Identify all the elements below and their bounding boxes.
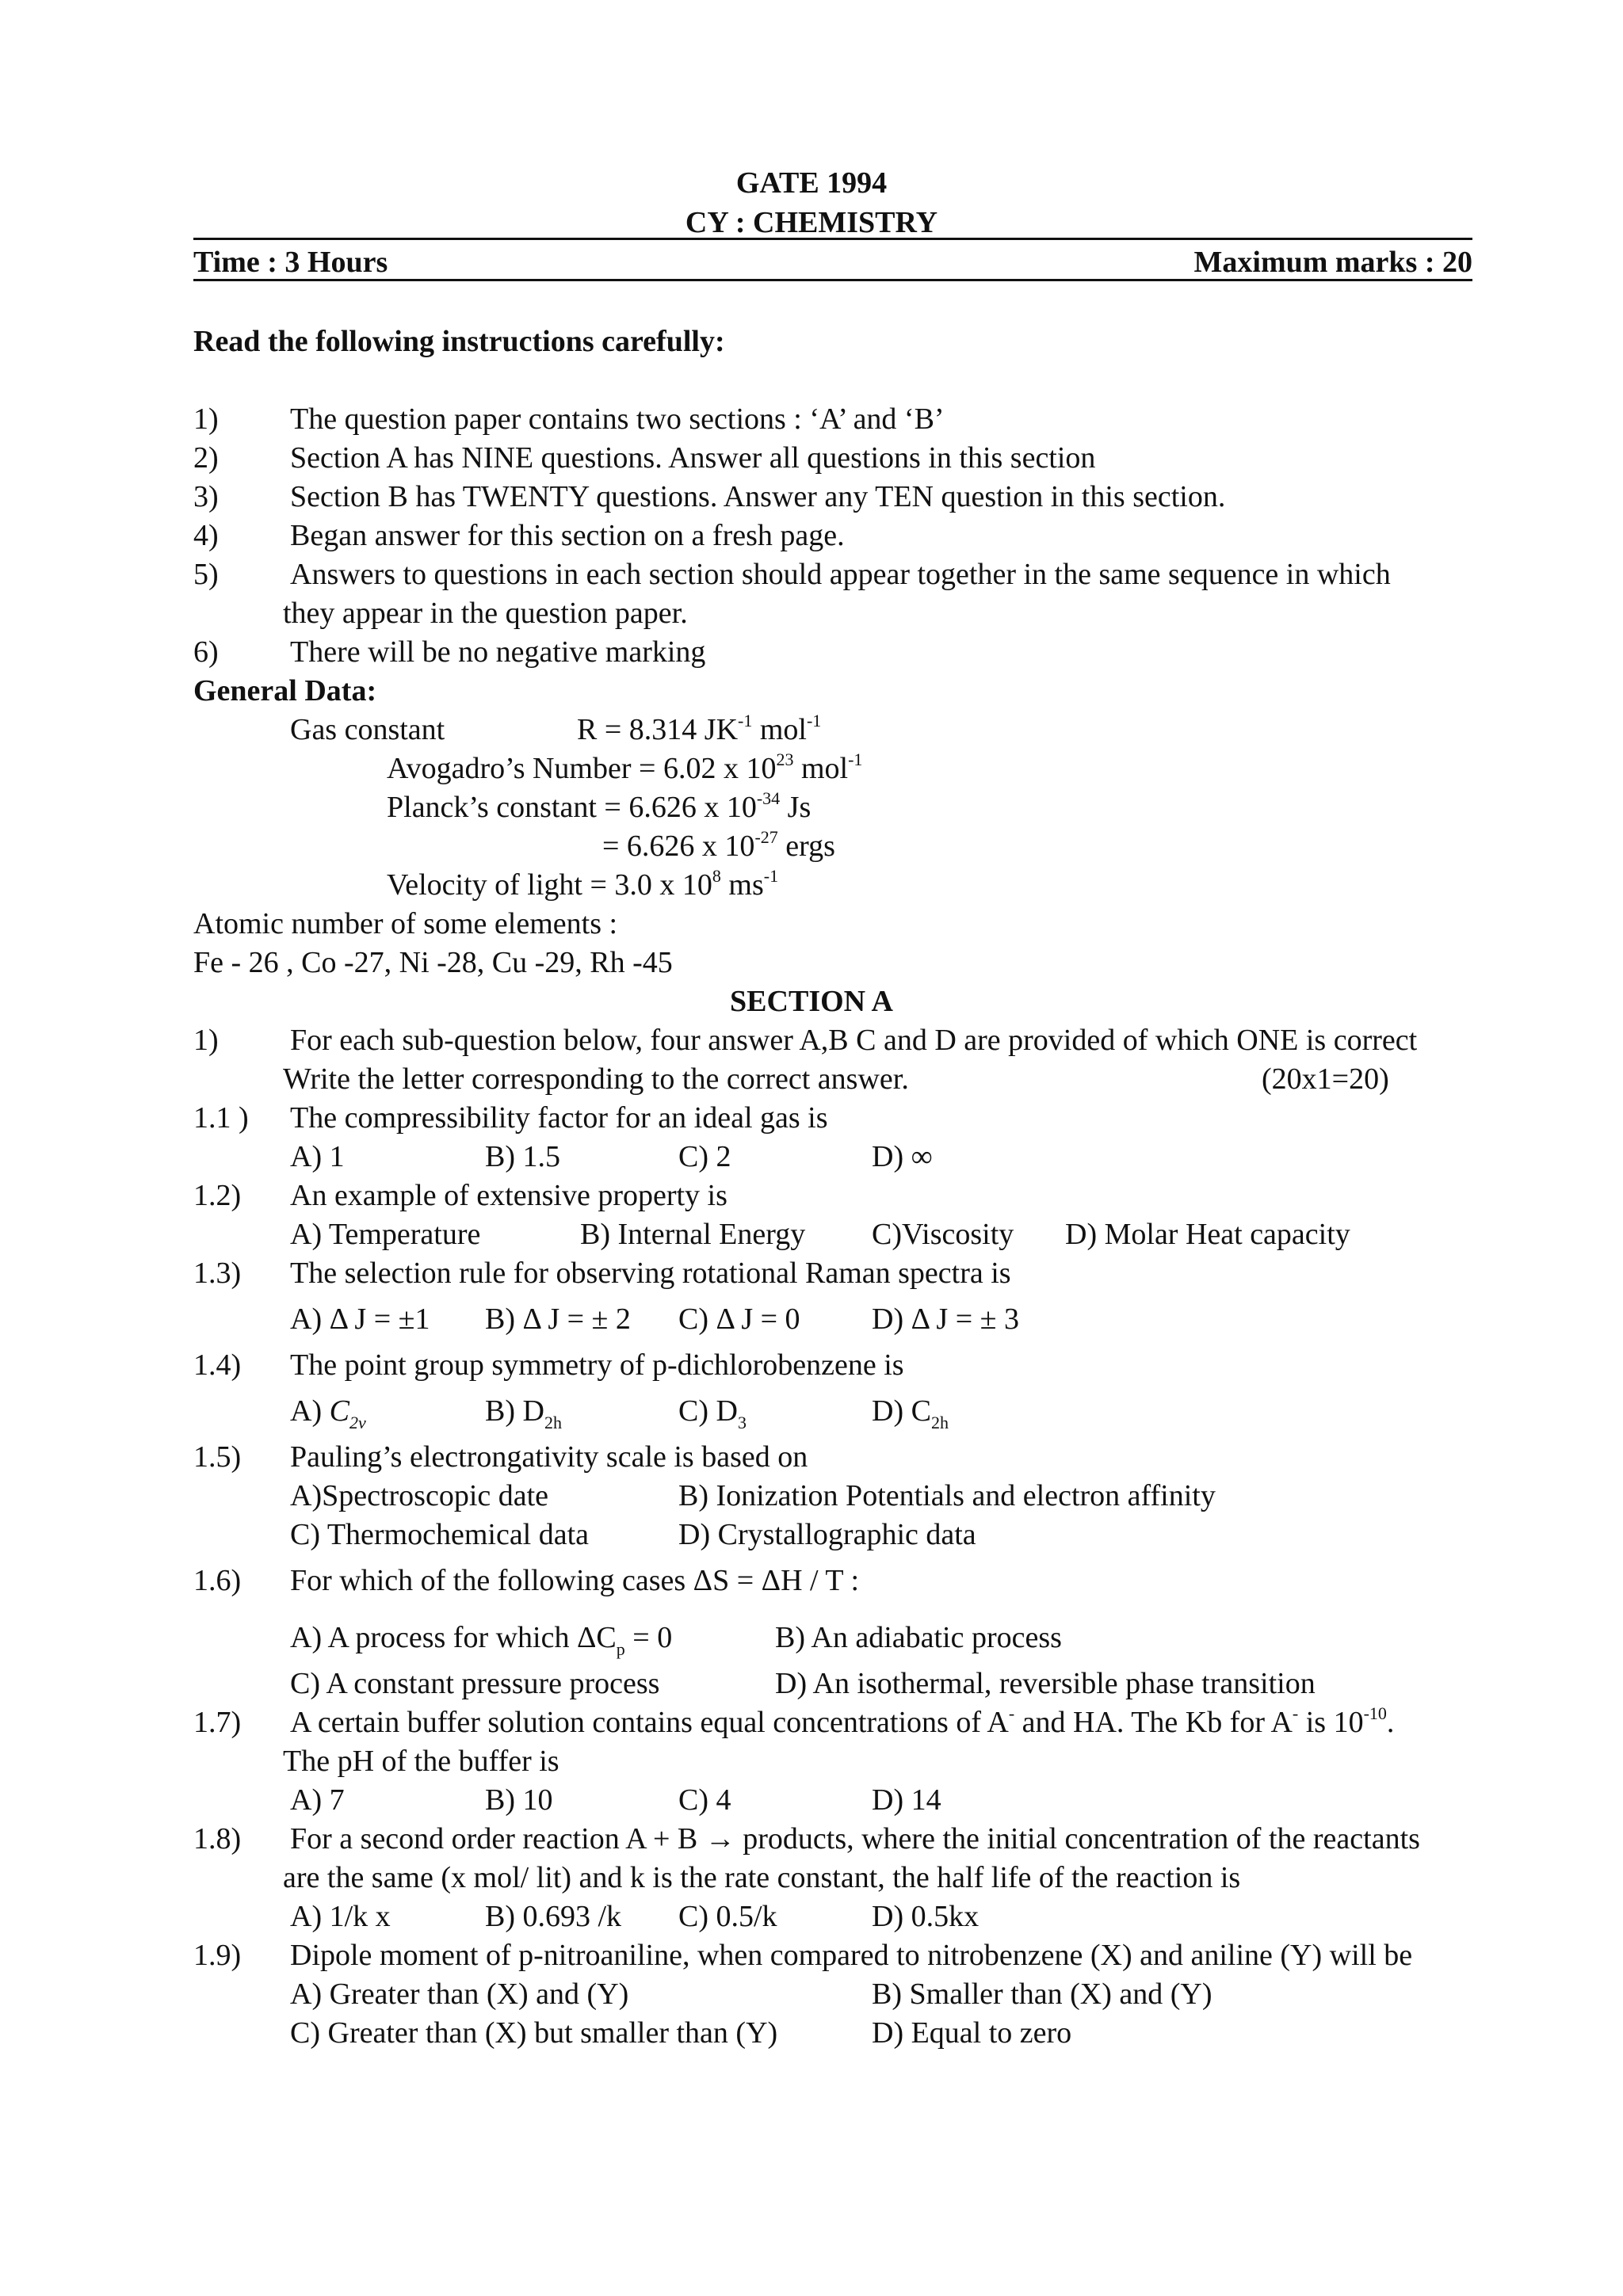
instruction-text-cont: they appear in the question paper. (283, 597, 688, 630)
option-b: B) Internal Energy (580, 1218, 806, 1251)
instruction-text: There will be no negative marking (290, 635, 706, 669)
question-text: For a second order reaction A + B → products, where the initial concentration of the reactants (290, 1822, 1420, 1855)
option-a: A) Greater than (X) and (Y) (290, 1978, 629, 2011)
option-a: A) Δ J = ±1 (290, 1302, 430, 1336)
instruction-text: Began answer for this section on a fresh page. (290, 519, 845, 552)
time-label: Time : 3 Hours (193, 246, 388, 279)
question-number: 1.5) (193, 1440, 242, 1474)
section-a-title: SECTION A (730, 985, 893, 1018)
instruction-text: Section A has NINE questions. Answer all questions in this section (290, 441, 1096, 475)
option-c: C) A constant pressure process (290, 1667, 660, 1700)
question-number: 1.4) (193, 1348, 242, 1382)
paper-title: CY : CHEMISTRY (685, 206, 938, 239)
planck-constant-ergs: = 6.626 x $10^{-27}$ ergs (602, 827, 835, 863)
option-b: B) $D_{2h}$ (485, 1394, 562, 1432)
question-text: Dipole moment of p-nitroaniline, when compared to nitrobenzene (X) and aniline (Y) will be (290, 1939, 1413, 1972)
question-text-cont: are the same (x mol/ lit) and k is the rate constant, the half life of the reaction is (283, 1861, 1241, 1894)
instruction-num: 6) (193, 635, 219, 669)
option-b: B) 0.693 /k (485, 1900, 622, 1933)
question-text: The compressibility factor for an ideal gas is (290, 1101, 828, 1135)
exam-title: GATE 1994 (735, 166, 888, 200)
question-text: Pauling’s electrongativity scale is based on (290, 1440, 808, 1474)
option-c: C) 0.5/k (678, 1900, 777, 1933)
option-d: D) 14 (872, 1783, 941, 1817)
option-a: A) $C_{2v}$ (290, 1394, 366, 1432)
question-text: The selection rule for observing rotational Raman spectra is (290, 1257, 1011, 1290)
option-b: B) 10 (485, 1783, 553, 1817)
instruction-num: 4) (193, 519, 219, 552)
option-d: D) 0.5kx (872, 1900, 980, 1933)
question-text-cont: Write the letter corresponding to the correct answer. (283, 1062, 909, 1096)
instruction-text: The question paper contains two sections : ‘A’ and ‘B’ (290, 402, 945, 436)
option-d: D) Crystallographic data (678, 1518, 976, 1551)
max-marks-label: Maximum marks : 20 (1193, 246, 1472, 279)
instruction-num: 5) (193, 558, 219, 591)
question-marks: (20x1=20) (1262, 1062, 1389, 1096)
question-number: 1.2) (193, 1179, 242, 1212)
atomic-number-heading: Atomic number of some elements : (193, 907, 618, 940)
option-b: B) 1.5 (485, 1140, 560, 1173)
option-c: C) 4 (678, 1783, 731, 1817)
option-d: D) Δ J = ± 3 (872, 1302, 1020, 1336)
question-number: 1.7) (193, 1706, 242, 1739)
option-a: A) 7 (290, 1783, 345, 1817)
option-c: C) Δ J = 0 (678, 1302, 800, 1336)
question-number: 1) (193, 1024, 219, 1057)
question-text: For each sub-question below, four answer A,B C and D are provided of which ONE is correct (290, 1024, 1418, 1057)
option-c: C) Greater than (X) but smaller than (Y) (290, 2016, 778, 2050)
option-a: A) 1/k x (290, 1900, 391, 1933)
instruction-num: 1) (193, 402, 219, 436)
option-c: C)Viscosity (872, 1218, 1014, 1251)
question-text: The point group symmetry of p-dichlorobenzene is (290, 1348, 904, 1382)
instruction-text: Section B has TWENTY questions. Answer any TEN question in this section. (290, 480, 1226, 513)
option-c: C) Thermochemical data (290, 1518, 590, 1551)
option-b: B) Δ J = ± 2 (485, 1302, 631, 1336)
option-a: A) Temperature (290, 1218, 481, 1251)
option-b: B) Smaller than (X) and (Y) (872, 1978, 1212, 2011)
option-d: D) Equal to zero (872, 2016, 1072, 2050)
option-b: B) Ionization Potentials and electron affinity (678, 1479, 1216, 1512)
general-data-heading: General Data: (193, 674, 377, 707)
atomic-number-list: Fe - 26 , Co -27, Ni -28, Cu -29, Rh -45 (193, 946, 673, 979)
option-c: C) $D_3$ (678, 1394, 747, 1432)
question-text: For which of the following cases ΔS = ΔH / T : (290, 1564, 860, 1597)
option-d: D) ∞ (872, 1140, 933, 1173)
option-c: C) 2 (678, 1140, 731, 1173)
option-d: D) Molar Heat capacity (1065, 1218, 1350, 1251)
planck-constant: Planck’s constant = 6.626 x $10^{-34}$ Js (387, 788, 812, 824)
instruction-num: 2) (193, 441, 219, 475)
option-a: A) A process for which $\Delta C_p = 0$ (290, 1621, 673, 1659)
instructions-heading: Read the following instructions carefully: (193, 325, 725, 358)
header-rule-top (193, 238, 1472, 240)
option-a: A)Spectroscopic date (290, 1479, 549, 1512)
question-text: A certain buffer solution contains equal concentrations of A- and HA. The Kb for A- is $10^{-10}$. (290, 1703, 1395, 1739)
question-number: 1.9) (193, 1939, 242, 1972)
option-a: A) 1 (290, 1140, 345, 1173)
instruction-num: 3) (193, 480, 219, 513)
question-text-cont: The pH of the buffer is (283, 1745, 559, 1778)
instruction-text: Answers to questions in each section should appear together in the same sequence in which (290, 558, 1391, 591)
option-d: D) $C_{2h}$ (872, 1394, 949, 1432)
question-number: 1.6) (193, 1564, 242, 1597)
question-number: 1.8) (193, 1822, 242, 1855)
question-number: 1.1 ) (193, 1101, 249, 1135)
question-number: 1.3) (193, 1257, 242, 1290)
header-rule-bottom (193, 279, 1472, 281)
velocity-of-light: Velocity of light = 3.0 x $10^8$ $ms^{-1}$ (387, 866, 779, 902)
option-d: D) An isothermal, reversible phase transition (775, 1667, 1316, 1700)
gas-constant-label: Gas constant (290, 713, 445, 746)
question-text: An example of extensive property is (290, 1179, 727, 1212)
avogadro-number: Avogadro’s Number = 6.02 x $10^{23}$ mol$^{-1}$ (387, 749, 863, 785)
gas-constant-value: R = 8.314 $JK^{-1}$ mol$^{-1}$ (577, 711, 822, 746)
option-b: B) An adiabatic process (775, 1621, 1062, 1654)
